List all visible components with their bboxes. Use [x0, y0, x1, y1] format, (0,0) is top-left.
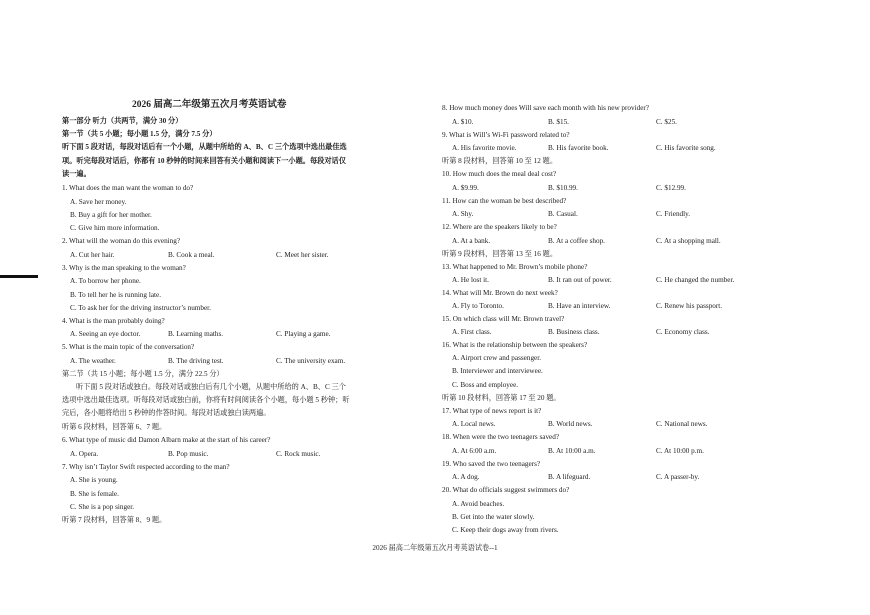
right-text-line: 17. What type of news report is it? — [442, 407, 542, 415]
left-text-line: 5. What is the main topic of the conversation? — [62, 343, 195, 351]
right-text-line: B. A lifeguard. — [548, 473, 591, 481]
left-text-line: A. To borrow her phone. — [70, 277, 141, 285]
right-text-line: 15. On which class will Mr. Brown travel? — [442, 315, 565, 323]
right-text-line: 14. What will Mr. Brown do next week? — [442, 289, 558, 297]
left-text-line: 7. Why isn’t Taylor Swift respected according to the man? — [62, 463, 230, 471]
right-text-line: A. A dog. — [452, 473, 480, 481]
left-text-line: A. Cut her hair. — [70, 251, 115, 259]
right-text-line: B. At 10:00 a.m. — [548, 447, 596, 455]
right-text-line: 10. How much does the meal deal cost? — [442, 170, 557, 178]
binding-margin-mark — [0, 275, 38, 278]
right-text-line: A. $10. — [452, 118, 474, 126]
right-text-line: A. Local news. — [452, 420, 496, 428]
right-text-line: B. His favorite book. — [548, 144, 609, 152]
right-text-line: A. Avoid beaches. — [452, 500, 505, 508]
right-text-line: 8. How much money does Will save each month with his new provider? — [442, 104, 649, 112]
left-text-line: A. Save her money. — [70, 198, 127, 206]
left-text-line: 6. What type of music did Damon Albarn make at the start of his career? — [62, 436, 271, 444]
left-text-line: 完后，各小题将给出 5 秒钟的作答时间。每段对话或独白读两遍。 — [62, 409, 271, 417]
right-text-line: C. $25. — [656, 118, 677, 126]
left-text-line: 2. What will the woman do this evening? — [62, 237, 181, 245]
right-text-line: B. Business class. — [548, 328, 600, 336]
right-text-line: B. At a coffee shop. — [548, 237, 605, 245]
left-text-line: 3. Why is the man speaking to the woman? — [62, 264, 186, 272]
right-text-line: C. Boss and employee. — [452, 381, 519, 389]
left-text-line: B. The driving test. — [168, 357, 224, 365]
right-text-line: A. His favorite movie. — [452, 144, 517, 152]
right-text-line: B. $15. — [548, 118, 569, 126]
left-text-line: B. To tell her he is running late. — [70, 291, 161, 299]
right-text-line: B. World news. — [548, 420, 593, 428]
right-text-line: C. A passer-by. — [656, 473, 700, 481]
left-text-line: 第二节（共 15 小题；每小题 1.5 分，满分 22.5 分） — [62, 370, 224, 378]
right-text-line: A. At 6:00 a.m. — [452, 447, 497, 455]
right-text-line: 20. What do officials suggest swimmers do? — [442, 486, 570, 494]
right-text-line: A. Fly to Toronto. — [452, 302, 504, 310]
left-text-line: B. Cook a meal. — [168, 251, 215, 259]
left-text-line: A. Opera. — [70, 450, 99, 458]
left-text-line: 听第 7 段材料，回答第 8、9 题。 — [62, 516, 167, 524]
left-text-line: B. She is female. — [70, 490, 119, 498]
right-text-line: B. Have an interview. — [548, 302, 611, 310]
left-text-line: 第一部分 听力（共两节，满分 30 分） — [62, 117, 183, 125]
right-text-line: C. National news. — [656, 420, 708, 428]
left-text-line: B. Pop music. — [168, 450, 209, 458]
right-text-line: C. $12.99. — [656, 184, 686, 192]
right-text-line: A. He lost it. — [452, 276, 489, 284]
right-text-line: B. Casual. — [548, 210, 578, 218]
left-text-line: 1. What does the man want the woman to do? — [62, 184, 194, 192]
right-text-line: A. Airport crew and passenger. — [452, 354, 542, 362]
left-text-line: B. Buy a gift for her mother. — [70, 211, 152, 219]
right-text-line: 12. Where are the speakers likely to be? — [442, 223, 557, 231]
left-text-line: 第一节（共 5 小题；每小题 1.5 分，满分 7.5 分） — [62, 130, 217, 138]
left-text-line: 听第 6 段材料，回答第 6、7 题。 — [62, 423, 167, 431]
right-text-line: C. Keep their dogs away from rivers. — [452, 526, 559, 534]
right-text-line: A. At a bank. — [452, 237, 491, 245]
right-text-line: 听第 8 段材料，回答第 10 至 12 题。 — [442, 157, 558, 165]
left-text-line: C. Rock music. — [276, 450, 321, 458]
right-text-line: C. Renew his passport. — [656, 302, 723, 310]
left-text-line: A. The weather. — [70, 357, 116, 365]
page-footer: 2026 届高二年级第五次月考英语试卷--1 — [372, 544, 498, 552]
right-text-line: 听第 9 段材料，回答第 13 至 16 题。 — [442, 250, 558, 258]
right-text-line: A. First class. — [452, 328, 492, 336]
left-text-line: 选项中选出最佳选项。听每段对话或独白前，你将有时间阅读各个小题，每小题 5 秒钟；听 — [62, 396, 350, 404]
right-text-line: 听第 10 段材料，回答第 17 至 20 题。 — [442, 394, 561, 402]
right-text-line: 18. When were the two teenagers saved? — [442, 433, 560, 441]
left-text-line: A. Seeing an eye doctor. — [70, 330, 141, 338]
left-text-line: C. Meet her sister. — [276, 251, 329, 259]
left-text-line: 听下面 5 段对话，每段对话后有一个小题，从题中所给的 A、B、C 三个选项中选出最佳选 — [62, 143, 347, 151]
left-text-line: 读一遍。 — [62, 170, 91, 178]
left-text-line: C. Playing a game. — [276, 330, 331, 338]
left-text-line: C. She is a pop singer. — [70, 503, 135, 511]
right-text-line: A. $9.99. — [452, 184, 479, 192]
left-text-line: A. She is young. — [70, 476, 118, 484]
right-text-line: B. Get into the water slowly. — [452, 513, 535, 521]
right-text-line: 13. What happened to Mr. Brown’s mobile phone? — [442, 263, 588, 271]
left-text-line: C. To ask her for the driving instructor’s number. — [70, 304, 211, 312]
left-text-line: C. Give him more information. — [70, 224, 160, 232]
right-text-line: C. At a shopping mall. — [656, 237, 721, 245]
left-text-line: B. Learning maths. — [168, 330, 224, 338]
right-text-line: A. Shy. — [452, 210, 474, 218]
right-text-line: B. Interviewer and interviewee. — [452, 367, 543, 375]
right-text-line: 19. Who saved the two teenagers? — [442, 460, 541, 468]
right-text-line: C. Economy class. — [656, 328, 710, 336]
left-text-line: C. The university exam. — [276, 357, 346, 365]
left-text-line: 项。听完每段对话后，你都有 10 秒钟的时间来回答有关小题和阅读下一小题。每段对话仅 — [62, 157, 346, 165]
right-text-line: 11. How can the woman be best described? — [442, 197, 567, 205]
right-text-line: 9. What is Will’s Wi-Fi password related to? — [442, 131, 570, 139]
right-text-line: C. Friendly. — [656, 210, 691, 218]
right-text-line: C. At 10:00 p.m. — [656, 447, 704, 455]
right-text-line: 16. What is the relationship between the speakers? — [442, 341, 588, 349]
right-text-line: C. He changed the number. — [656, 276, 735, 284]
left-text-line: 4. What is the man probably doing? — [62, 317, 165, 325]
left-text-line: 听下面 5 段对话或独白。每段对话或独白后有几个小题，从题中所给的 A、B、C 三个 — [76, 383, 346, 391]
right-text-line: B. It ran out of power. — [548, 276, 612, 284]
right-text-line: B. $10.99. — [548, 184, 578, 192]
page-title: 2026 届高二年级第五次月考英语试卷 — [132, 100, 287, 110]
right-text-line: C. His favorite song. — [656, 144, 716, 152]
